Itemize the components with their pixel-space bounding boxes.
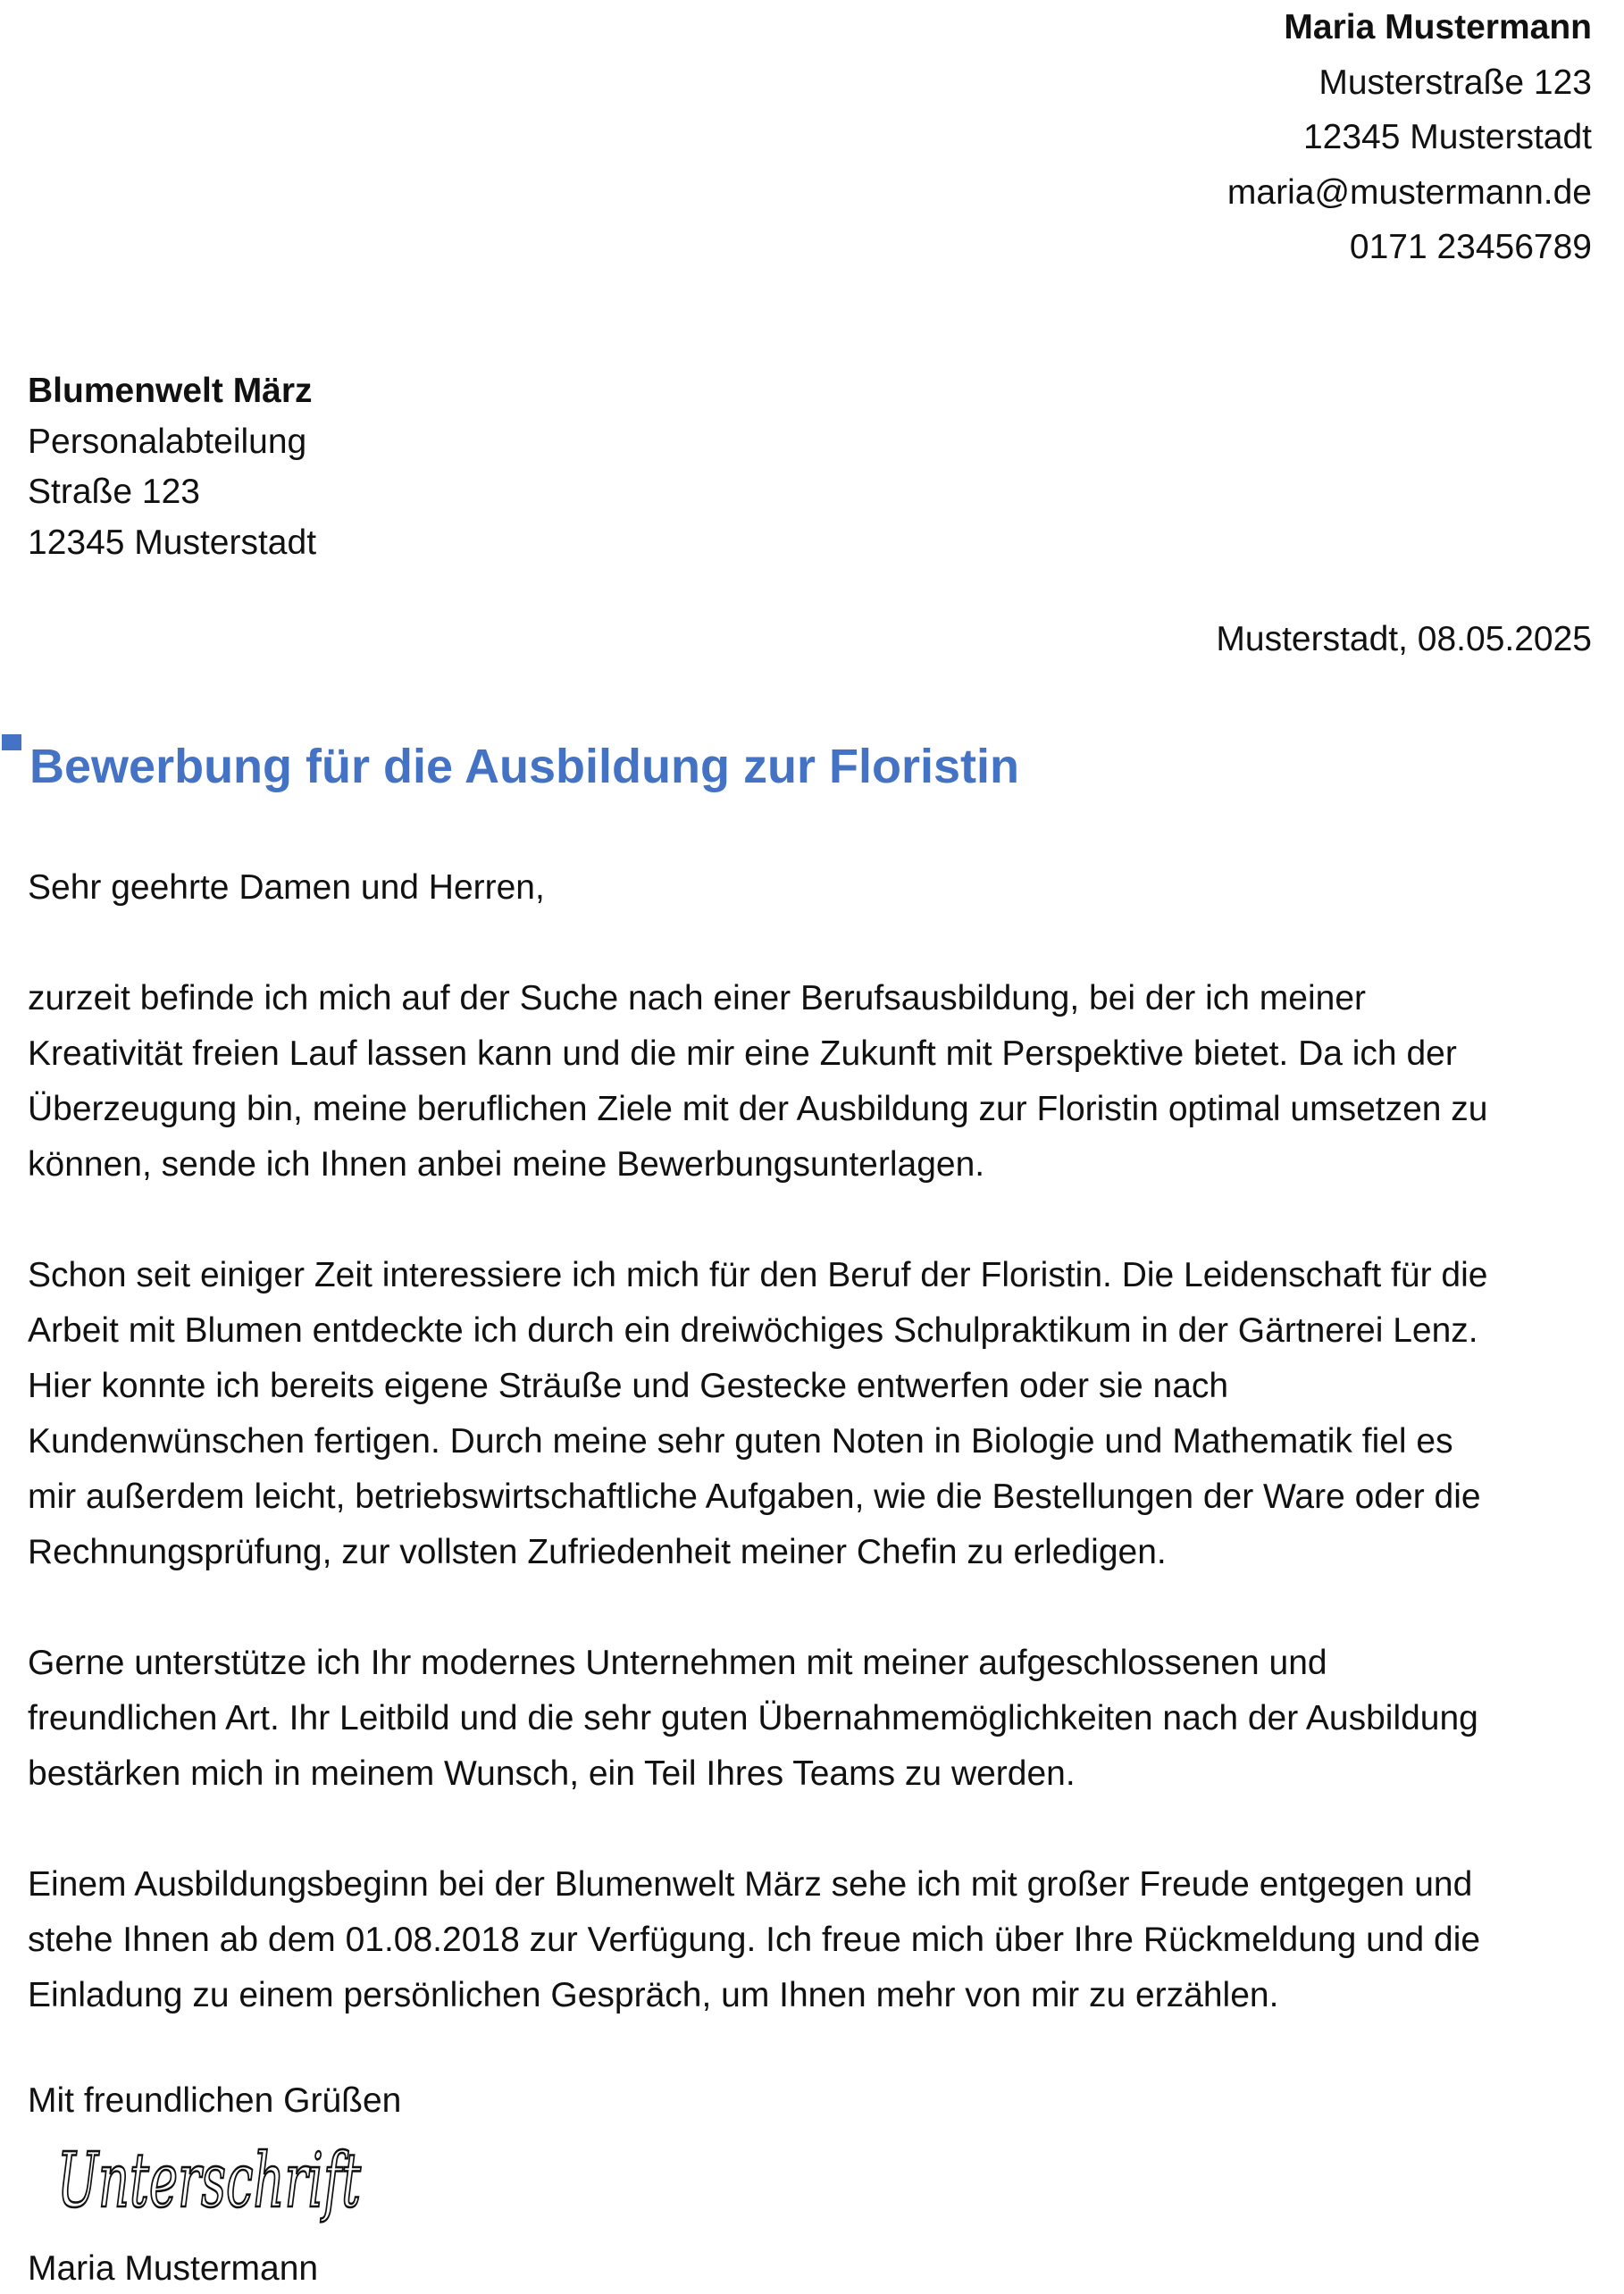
paragraph-motivation: Gerne unterstütze ich Ihr modernes Unternehmen mit meiner aufgeschlossenen und freundlichen Art. Ihr Leitbild und die sehr guten Übernahmemöglichkeiten nach der Ausbildung bestärken mich in meinem Wunsch, ein Teil Ihres Teams zu werden. [28, 1644, 1478, 1793]
paragraph-intro: zurzeit befinde ich mich auf der Suche nach einer Berufsausbildung, bei der ich meiner Kreativität freien Lauf lassen kann und die mir eine Zukunft mit Perspektive bietet. Da ich der Überzeugung bin, meine beruflichen Ziele mit der Ausbildung zur Floristin optimal umsetzen zu können, sende ich Ihnen anbei meine Bewerbungsunterlagen. [28, 979, 1488, 1184]
paragraph-availability: Einem Ausbildungsbeginn bei der Blumenwelt März sehe ich mit großer Freude entgegen und stehe Ihnen ab dem 01.08.2018 zur Verfügung. Ich freue mich über Ihre Rückmeldung und die Einladung zu einem persönlichen Gespräch, um Ihnen mehr von mir zu erzählen. [28, 1865, 1481, 2014]
signature-glyphs: Unterschrift [57, 2137, 362, 2224]
recipient-address [28, 366, 316, 568]
paragraph-experience: Schon seit einiger Zeit interessiere ich mich für den Beruf der Floristin. Die Leidenschaft für die Arbeit mit Blumen entdeckte ich durch ein dreiwöchiges Schulpraktikum in der Gärtnerei Lenz. Hier konnte ich bereits eigene Sträuße und Gestecke entwerfen oder sie nach Kundenwünschen fertigen. Durch meine sehr guten Noten in Biologie und Mathematik fiel es mir außerdem leicht, betriebswirtschaftliche Aufgaben, wie die Bestellungen der Ware oder die Rechnungsprüfung, zur vollsten Zufriedenheit meiner Chefin zu erledigen. [28, 1256, 1488, 1571]
recipient-street: Straße 123 [28, 473, 200, 511]
closing-phrase: Mit freundlichen Grüßen [28, 2081, 402, 2120]
handwritten-signature [54, 2124, 375, 2231]
sender-city: 12345 Musterstadt [1302, 118, 1592, 156]
sender-name: Maria Mustermann [1284, 8, 1592, 46]
signer-name: Maria Mustermann [28, 2249, 319, 2288]
sender-address [1227, 0, 1592, 275]
place-date: Musterstadt, 08.05.2025 [1216, 620, 1592, 658]
sender-email: maria@mustermann.de [1226, 172, 1592, 212]
letter-body [28, 860, 1609, 2079]
recipient-company: Blumenwelt März [28, 372, 313, 410]
heading-marker [2, 734, 21, 750]
recipient-city: 12345 Musterstadt [28, 523, 317, 562]
subject-heading: Bewerbung für die Ausbildung zur Floristin [29, 740, 1019, 793]
sender-phone: 0171 23456789 [1349, 228, 1592, 266]
salutation: Sehr geehrte Damen und Herren, [28, 868, 545, 907]
recipient-department: Personalabteilung [28, 422, 307, 461]
signature-drawing [54, 2124, 375, 2231]
sender-street: Musterstraße 123 [1318, 63, 1592, 102]
